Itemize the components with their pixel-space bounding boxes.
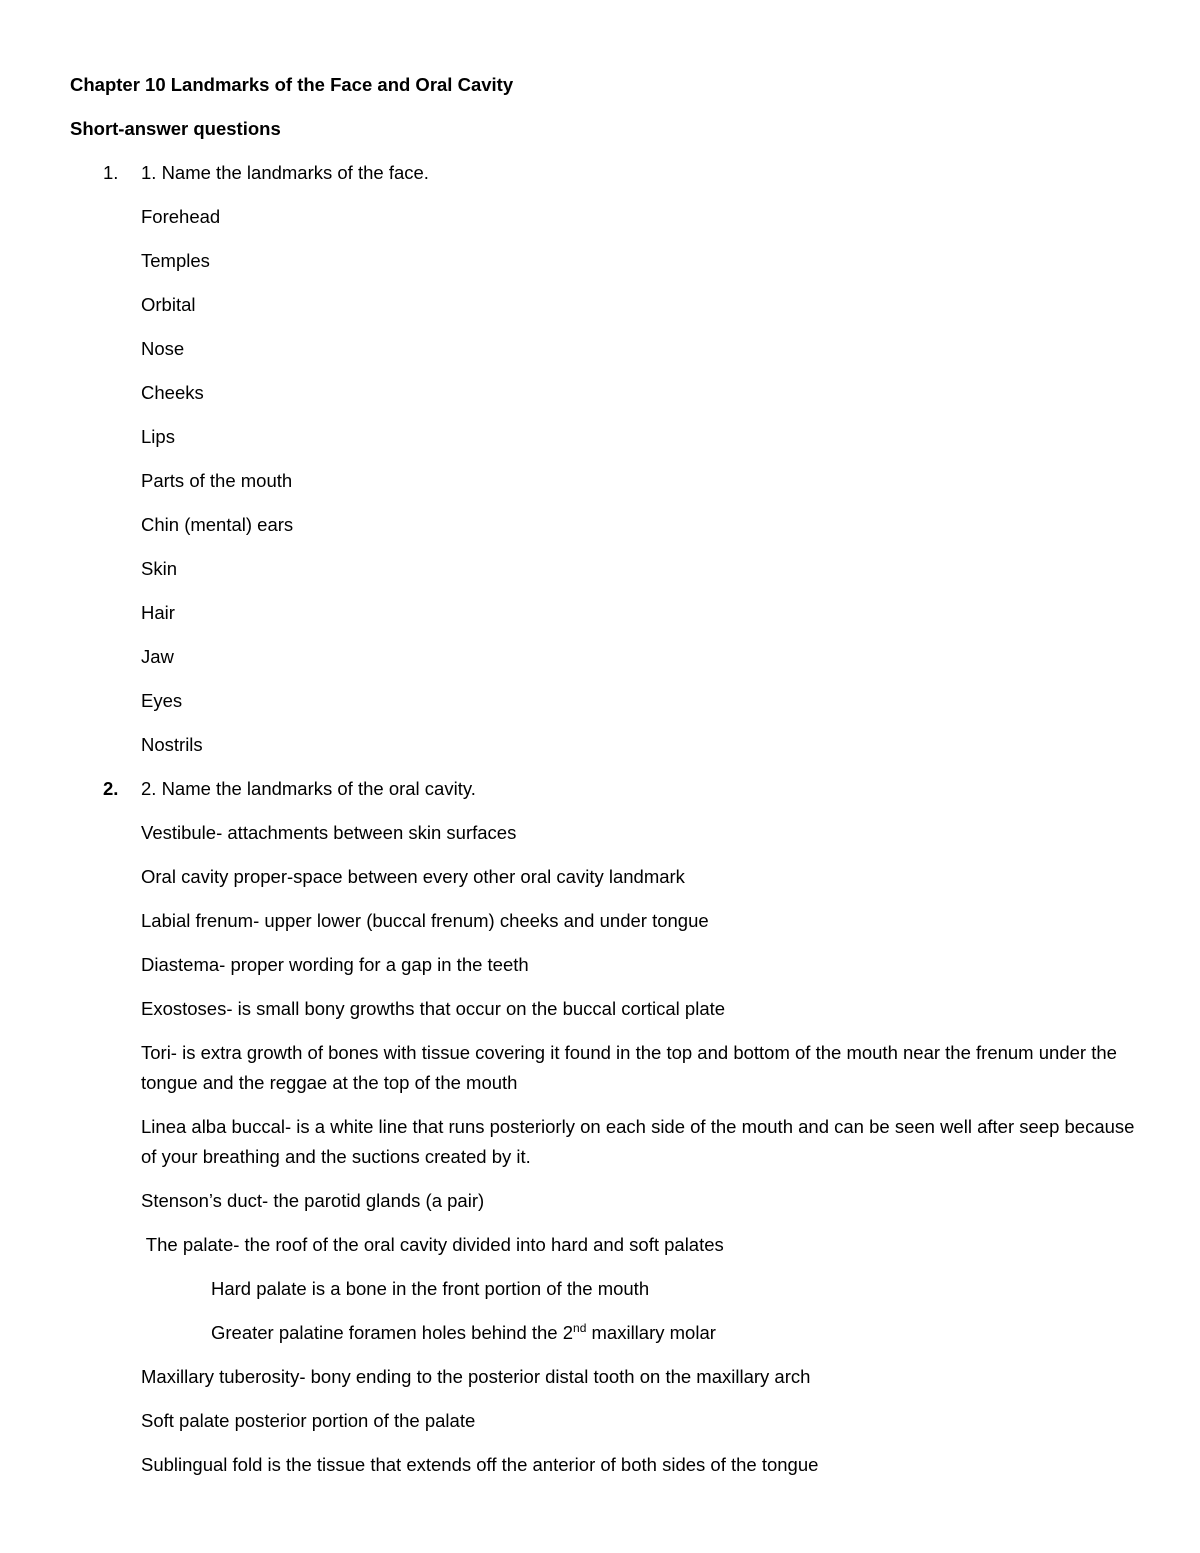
answer-item: Eyes [141,690,183,711]
answer-item: Soft palate posterior portion of the palate [141,1410,476,1431]
answer-item: Temples [141,250,210,271]
answer-item: Chin (mental) ears [141,514,294,535]
sub-answer-text: Greater palatine foramen holes behind the 2 [211,1322,574,1343]
question-2 [70,774,1130,804]
answer-item: The palate- the roof of the oral cavity divided into hard and soft palates [141,1234,724,1255]
answer-item: Maxillary tuberosity- bony ending to the posterior distal tooth on the maxillary arch [141,1366,811,1387]
answer-item: Lips [141,426,175,447]
ordinal-superscript: nd [573,1320,587,1335]
document-title: Chapter 10 Landmarks of the Face and Oral Cavity [70,74,514,95]
answer-item: Cheeks [141,382,204,403]
answer-item: Exostoses- is small bony growths that occur on the buccal cortical plate [141,998,726,1019]
answer-item: Sublingual fold is the tissue that extends off the anterior of both sides of the tongue [141,1454,819,1475]
answer-item: Skin [141,558,177,579]
answer-item: Labial frenum- upper lower (buccal frenum) cheeks and under tongue [141,910,709,931]
answer-item: Stenson’s duct- the parotid glands (a pair) [141,1190,485,1211]
answer-item: Diastema- proper wording for a gap in the teeth [141,954,529,975]
answer-item: Linea alba buccal- is a white line that runs posteriorly on each side of the mouth and can be seen well after seep because of your breathing and the suctions created by it. [141,1116,1135,1167]
sub-answer-text-end: maxillary molar [586,1322,716,1343]
question-1-text: 1. Name the landmarks of the face. [141,162,429,183]
sub-answer-item [70,1318,1130,1348]
answer-item: Forehead [141,206,221,227]
answer-item: Nose [141,338,185,359]
question-2-text: 2. Name the landmarks of the oral cavity. [141,778,476,799]
question-2-number: 2. [103,778,119,799]
question-1 [70,158,1130,188]
answer-item: Parts of the mouth [141,470,293,491]
answer-item: Nostrils [141,734,203,755]
answer-item: Oral cavity proper-space between every other oral cavity landmark [141,866,685,887]
document-subtitle: Short-answer questions [70,118,281,139]
answer-item: Hair [141,602,175,623]
answer-item: Orbital [141,294,196,315]
question-1-number: 1. [103,162,119,183]
answer-item: Jaw [141,646,174,667]
answer-item: Tori- is extra growth of bones with tissue covering it found in the top and bottom of the mouth near the frenum under the tongue and the reggae at the top of the mouth [141,1042,1117,1093]
sub-answer-item: Hard palate is a bone in the front portion of the mouth [211,1278,650,1299]
answer-item: Vestibule- attachments between skin surfaces [141,822,517,843]
